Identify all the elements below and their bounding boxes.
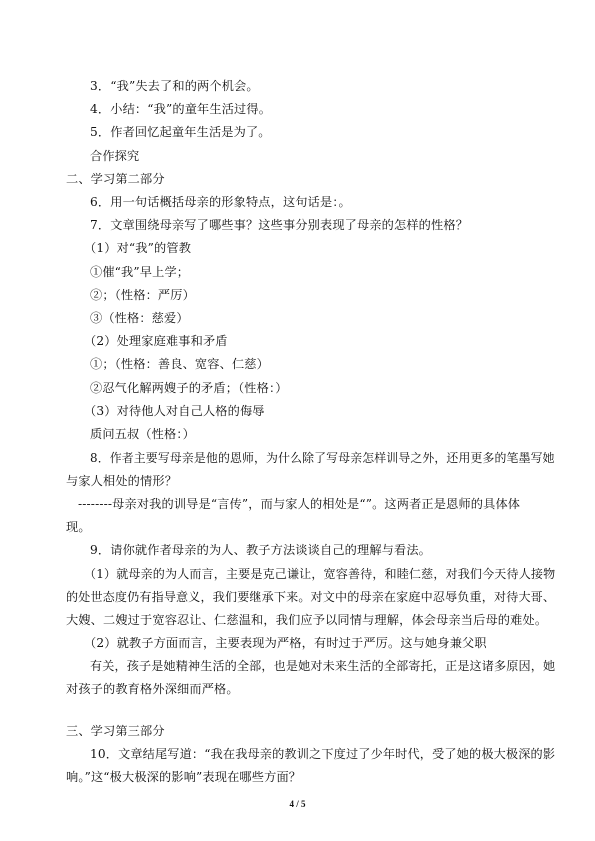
text-line: （1）对“我”的管教 — [84, 241, 192, 255]
text-line: （3）对待他人对自己人格的侮辱 — [84, 404, 265, 418]
text-line: 9．请你就作者母亲的为人、教子方法谈谈自己的理解与看法。 — [90, 543, 432, 557]
text-line: （2）就教子方面而言，主要表现为严格，有时过于严厉。这与她身兼父职 — [84, 636, 487, 650]
text-line: ②忍气化解两嫂子的矛盾；（性格：） — [90, 381, 288, 395]
text-line: 3．“我”失去了和的两个机会。 — [90, 79, 259, 93]
text-line: 现。 — [66, 520, 91, 534]
text-line: 合作探究 — [90, 149, 140, 163]
text-line: （1）就母亲的为人而言，主要是克己谦让，宽容善待，和睦仁慈，对我们今天待人接物 — [84, 567, 556, 581]
text-line: ①催“我”早上学； — [90, 265, 190, 279]
text-line: 对孩子的教育格外深细而严格。 — [66, 682, 239, 696]
page-number: 4 / 5 — [289, 799, 306, 809]
text-line: 响。”这“极大极深的影响”表现在哪些方面？ — [66, 770, 302, 784]
text-line: （2）处理家庭难事和矛盾 — [84, 334, 228, 348]
text-line: ③（性格：慈爱） — [90, 311, 189, 325]
text-line: 大嫂、二嫂过于宽容忍让、仁慈温和，我们应予以同情与理解，体会母亲当后母的难处。 — [66, 613, 548, 627]
text-line: 7．文章围绕母亲写了哪些事？这些事分别表现了母亲的怎样的性格？ — [90, 218, 469, 232]
text-line: 4．小结：“我”的童年生活过得。 — [90, 102, 272, 116]
text-line: 与家人相处的情形？ — [66, 474, 178, 488]
text-line: ②；（性格：严厉） — [90, 288, 195, 302]
text-line: --------母亲对我的训导是“言传”，而与家人的相处是“”。这两者正是恩师的具体体 — [78, 497, 521, 511]
section-heading: 二、学习第二部分 — [66, 172, 165, 186]
text-line: 5．作者回忆起童年生活是为了。 — [90, 125, 271, 139]
section-heading: 三、学习第三部分 — [66, 724, 165, 738]
text-line: 的处世态度仍有指导意义，我们要继承下来。对文中的母亲在家庭中忍辱负重，对待大哥、 — [66, 590, 556, 604]
text-line: 10．文章结尾写道：“我在我母亲的教训之下度过了少年时代，受了她的极大极深的影 — [90, 747, 556, 761]
text-line: 6．用一句话概括母亲的形象特点，这句话是：。 — [90, 195, 351, 209]
text-line: 8．作者主要写母亲是他的恩师，为什么除了写母亲怎样训导之外，还用更多的笔墨写她 — [90, 451, 555, 465]
text-line: ①；（性格：善良、宽容、仁慈） — [90, 357, 269, 371]
text-line: 有关，孩子是她精神生活的全部，也是她对未来生活的全部寄托，正是这诸多原因，她 — [90, 659, 556, 673]
text-line: 质问五叔（性格：） — [90, 427, 195, 441]
